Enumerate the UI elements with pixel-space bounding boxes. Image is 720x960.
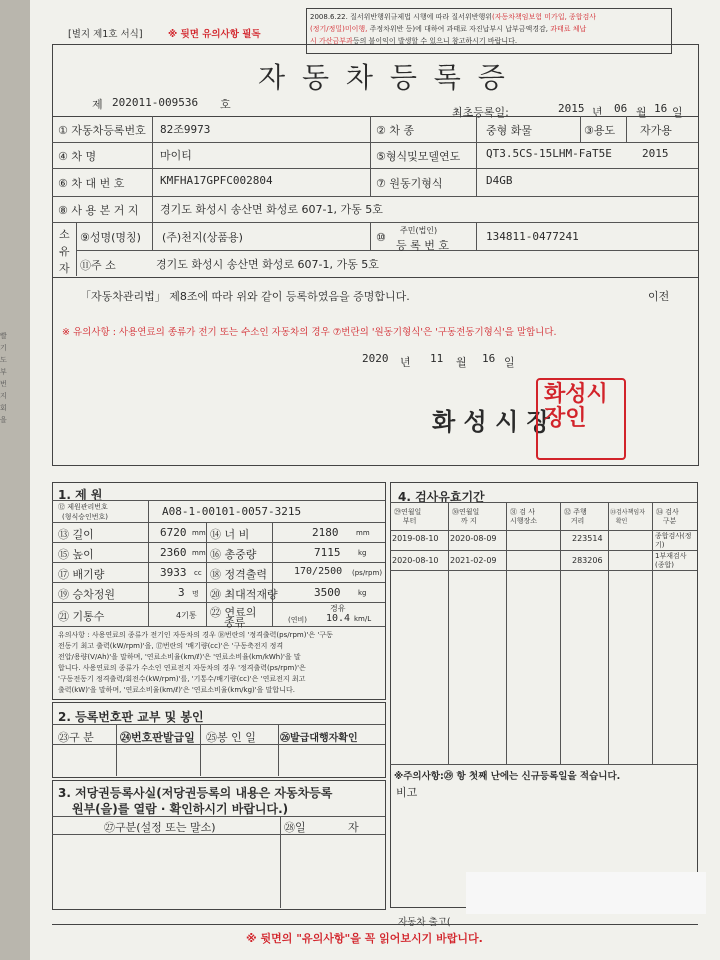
length-label: ⑬ 길이 bbox=[58, 528, 94, 541]
mortgage-heading-1: 3. 저당권등록사실(저당권등록의 내용은 자동차등록 bbox=[58, 786, 333, 800]
use-value: 자가용 bbox=[640, 124, 672, 137]
plate-heading: 2. 등록번호판 교부 및 봉인 bbox=[58, 710, 204, 724]
law-right-note: 이전 bbox=[648, 290, 670, 303]
insp-row-1-kind: 종합검사(정기) bbox=[655, 532, 692, 549]
model-label: ⑤형식및모델연도 bbox=[376, 150, 461, 163]
issue-day-char: 일 bbox=[504, 356, 515, 369]
inspection-heading: 4. 검사유효기간 bbox=[398, 490, 485, 504]
day-char: 일 bbox=[672, 106, 683, 119]
issue-month-char: 월 bbox=[456, 356, 467, 369]
specs-note-5: '구동전동기 정격출력/회전수(kW/rpm)'를, '기통수/배기량(cc)'은 '연료전지 최고 bbox=[58, 675, 306, 683]
insp-col-place: ㉛ 검 사 시행장소 bbox=[510, 508, 538, 525]
insp-row-1-mileage: 223514 bbox=[572, 534, 603, 543]
first-reg-year: 2015 bbox=[558, 102, 585, 115]
notice-read-back: ※ 뒷면 유의사항 필독 bbox=[168, 29, 261, 40]
width-unit: mm bbox=[356, 529, 370, 537]
plate-col-issue-date: ㉔번호판발급일 bbox=[120, 731, 195, 744]
form-number: [별지 제1호 서식] bbox=[68, 29, 143, 40]
type-label: ② 차 종 bbox=[376, 124, 415, 137]
name-label: ④ 차 명 bbox=[58, 150, 97, 163]
mortgage-col-kind: ㉗구분(설정 또는 말소) bbox=[104, 821, 216, 834]
vin-value: KMFHA17GPFC002804 bbox=[160, 174, 273, 187]
length-unit: mm bbox=[192, 529, 206, 537]
gross-label: ⑯ 총중량 bbox=[210, 548, 257, 561]
insp-col-to: ㉚연월일 까 지 bbox=[452, 508, 480, 525]
approval-label-2: (형식승인번호) bbox=[62, 513, 109, 521]
footer-issuer-partial: 자동차 출고( bbox=[398, 917, 451, 928]
reg-no-value: 82조9973 bbox=[160, 123, 211, 136]
height-value: 2360 bbox=[160, 546, 187, 559]
cert-number: 202011-009536 bbox=[112, 96, 199, 109]
displacement-label: ⑰ 배기량 bbox=[58, 568, 105, 581]
seats-unit: 명 bbox=[192, 590, 199, 598]
law-statement: 「자동차관리법」 제8조에 따라 위와 같이 등록하였음을 증명합니다. bbox=[80, 290, 410, 303]
first-reg-label: 최초등록일: bbox=[452, 106, 509, 119]
insp-row-2-to: 2021-02-09 bbox=[450, 556, 497, 565]
insp-col-from: ㉙연월일 부터 bbox=[394, 508, 422, 525]
insp-row-1-to: 2020-08-09 bbox=[450, 534, 497, 543]
fuel-label-1: ㉒ 연료의 bbox=[210, 606, 257, 619]
penalty-notice-line-3: 시 가산금부과등의 불이익이 발생할 수 있으니 참고하시기 바랍니다. bbox=[310, 37, 518, 45]
load-label: ⑳ 최대적재량 bbox=[210, 588, 278, 601]
power-label: ⑱ 정격출력 bbox=[210, 568, 268, 581]
penalty-notice-line-1: 2008.6.22. 질서위반행위규제법 시행에 따라 질서위반행위(자동차책임보험 미가입, 종합검사 bbox=[310, 13, 597, 21]
insp-row-2-mileage: 283206 bbox=[572, 556, 603, 565]
caution-text: ※ 유의사항 : 사용연료의 종류가 전기 또는 수소인 자동차의 경우 ⑦번란의 '원동기형식'은 '구동전동기형식'을 말합니다. bbox=[62, 327, 557, 338]
fuel-label-2: 종류 bbox=[224, 616, 246, 629]
certificate-title: 자 동 차 등 록 증 bbox=[258, 61, 509, 94]
owner-id-num: ⑩ bbox=[376, 231, 386, 244]
official-seal-stamp bbox=[536, 378, 626, 460]
model-year-value: 2015 bbox=[642, 147, 669, 160]
owner-side-3: 자 bbox=[59, 262, 70, 275]
cylinders-label: ㉑ 기통수 bbox=[58, 610, 105, 623]
fuel-eff-value: 10.4 bbox=[326, 613, 351, 624]
plate-col-kind: ㉓구 분 bbox=[58, 731, 94, 744]
seal-lettering: 화성시장인 bbox=[544, 381, 608, 431]
power-value: 170/2500 bbox=[294, 566, 343, 577]
cert-number-suffix: 호 bbox=[220, 98, 231, 111]
height-label: ⑮ 높이 bbox=[58, 548, 94, 561]
name-value: 마이티 bbox=[160, 149, 192, 162]
registration-grid bbox=[52, 116, 699, 278]
remarks-label: 비고 bbox=[396, 786, 418, 799]
displacement-value: 3933 bbox=[160, 566, 187, 579]
address-value: 경기도 화성시 송산면 화성로 607-1, 가동 5호 bbox=[156, 258, 379, 271]
redaction-blur bbox=[466, 872, 706, 914]
issue-day: 16 bbox=[482, 352, 496, 365]
fuel-eff-suffix: km/L bbox=[354, 615, 372, 623]
fuel-value: 경유 bbox=[330, 604, 346, 613]
cylinders-value: 4기통 bbox=[176, 611, 197, 620]
location-label: ⑧ 사 용 본 거 지 bbox=[58, 204, 139, 217]
owner-id-label-2: 등 록 번 호 bbox=[396, 239, 449, 252]
issue-month: 11 bbox=[430, 352, 444, 365]
specs-note-4: 합니다. 사용연료의 종류가 수소인 연료전지 자동차의 경우 '정격출력(ps/rpm)'은 bbox=[58, 664, 306, 672]
footer-notice: ※ 뒷면의 "유의사항"을 꼭 읽어보시기 바랍니다. bbox=[246, 932, 483, 945]
power-unit: (ps/rpm) bbox=[352, 569, 383, 577]
reg-no-label: ① 자동차등록번호 bbox=[58, 124, 146, 137]
engine-label: ⑦ 원동기형식 bbox=[376, 177, 443, 190]
owner-id-value: 134811-0477241 bbox=[486, 230, 579, 243]
load-unit: kg bbox=[358, 589, 367, 597]
specs-note-1: 유의사항 : 사용연료의 종류가 전기인 자동차의 경우 ⑱번란의 '정격출력(ps/rpm)'은 '구동 bbox=[58, 631, 333, 639]
issue-year: 2020 bbox=[362, 352, 389, 365]
type-value: 중형 화물 bbox=[486, 124, 533, 137]
first-reg-month: 06 bbox=[614, 102, 628, 115]
specs-note-3: 전압/용량(V/Ah)'을 말하며, '연료소비율(km/ℓ)'은 '연료소비율(km/kWh)'을 말 bbox=[58, 653, 301, 661]
owner-name-label: ⑨성명(명칭) bbox=[80, 231, 141, 244]
owner-name-value: (주)천지(상품용) bbox=[162, 231, 243, 244]
location-value: 경기도 화성시 송산면 화성로 607-1, 가동 5호 bbox=[160, 203, 383, 216]
seats-value: 3 bbox=[178, 586, 185, 599]
plate-col-agent: ㉖발급대행자확인 bbox=[280, 733, 358, 744]
owner-id-label-1: 주민(법인) bbox=[400, 226, 438, 235]
specs-heading: 1. 제 원 bbox=[58, 488, 103, 502]
issue-year-char: 년 bbox=[400, 356, 411, 369]
approval-no: A08-1-00101-0057-3215 bbox=[162, 505, 302, 518]
mortgage-col-date-char: 자 bbox=[348, 821, 359, 834]
first-reg-day: 16 bbox=[654, 102, 668, 115]
height-unit: mm bbox=[192, 549, 206, 557]
plate-col-seal-date: ㉕봉 인 일 bbox=[206, 731, 256, 744]
width-label: ⑭ 너 비 bbox=[210, 528, 250, 541]
fuel-eff-unit: (연비) bbox=[288, 616, 307, 624]
address-label: ⑪주 소 bbox=[80, 259, 116, 272]
approval-label-1: ⑫ 제원관리번호 bbox=[58, 503, 108, 511]
mortgage-col-date: ㉘일 bbox=[284, 821, 306, 834]
issuer-name: 화 성 시 장 bbox=[432, 407, 550, 436]
owner-side-1: 소 bbox=[59, 228, 70, 241]
mortgage-heading-2: 원부(을)를 열람 · 확인하시기 바랍니다.) bbox=[72, 802, 289, 816]
insp-col-inspector: ㉝검사책임자 확인 bbox=[610, 509, 645, 525]
insp-row-2-from: 2020-08-10 bbox=[392, 556, 439, 565]
owner-side-2: 유 bbox=[59, 245, 70, 258]
gross-unit: kg bbox=[358, 549, 367, 557]
insp-col-mileage: ㉜ 주행 거리 bbox=[564, 508, 587, 525]
year-char: 년 bbox=[592, 106, 603, 119]
adjacent-page-edge: 빨 기 도 부 번 지 회 을 bbox=[0, 332, 7, 424]
model-value: QT3.5CS-15LHM-FaT5E bbox=[486, 147, 612, 160]
load-value: 3500 bbox=[314, 586, 341, 599]
use-label: ③용도 bbox=[584, 124, 616, 137]
engine-value: D4GB bbox=[486, 174, 513, 187]
specs-note-2: 전동기 최고 출력(kW/rpm)'을, ⑰번란의 '배기량(cc)'은 '구동축전지 정격 bbox=[58, 642, 284, 650]
seats-label: ⑲ 승차정원 bbox=[58, 588, 116, 601]
inspection-note: ※주의사항:㉙ 항 첫째 난에는 신규등록일을 적습니다. bbox=[394, 771, 621, 782]
penalty-notice-line-2: (정기/정밀)미이행, 주정차위반 등)에 대하여 과태료 자진납부시 납부금액경감, 과태료 체납 bbox=[310, 25, 587, 33]
length-value: 6720 bbox=[160, 526, 187, 539]
insp-col-kind: ㉞ 검사 구분 bbox=[656, 508, 679, 525]
specs-note-6: 출력(kW)'을 말하며, '연료소비율(km/ℓ)'은 '연료소비율(km/kg)'을 말합니다. bbox=[58, 686, 295, 694]
cert-number-prefix: 제 bbox=[92, 98, 103, 111]
gross-value: 7115 bbox=[314, 546, 341, 559]
month-char: 월 bbox=[636, 106, 647, 119]
displacement-unit: cc bbox=[194, 569, 202, 577]
vin-label: ⑥ 차 대 번 호 bbox=[58, 177, 125, 190]
width-value: 2180 bbox=[312, 526, 339, 539]
insp-row-1-from: 2019-08-10 bbox=[392, 534, 439, 543]
insp-row-2-kind: 1부재검사(종합) bbox=[655, 552, 687, 569]
